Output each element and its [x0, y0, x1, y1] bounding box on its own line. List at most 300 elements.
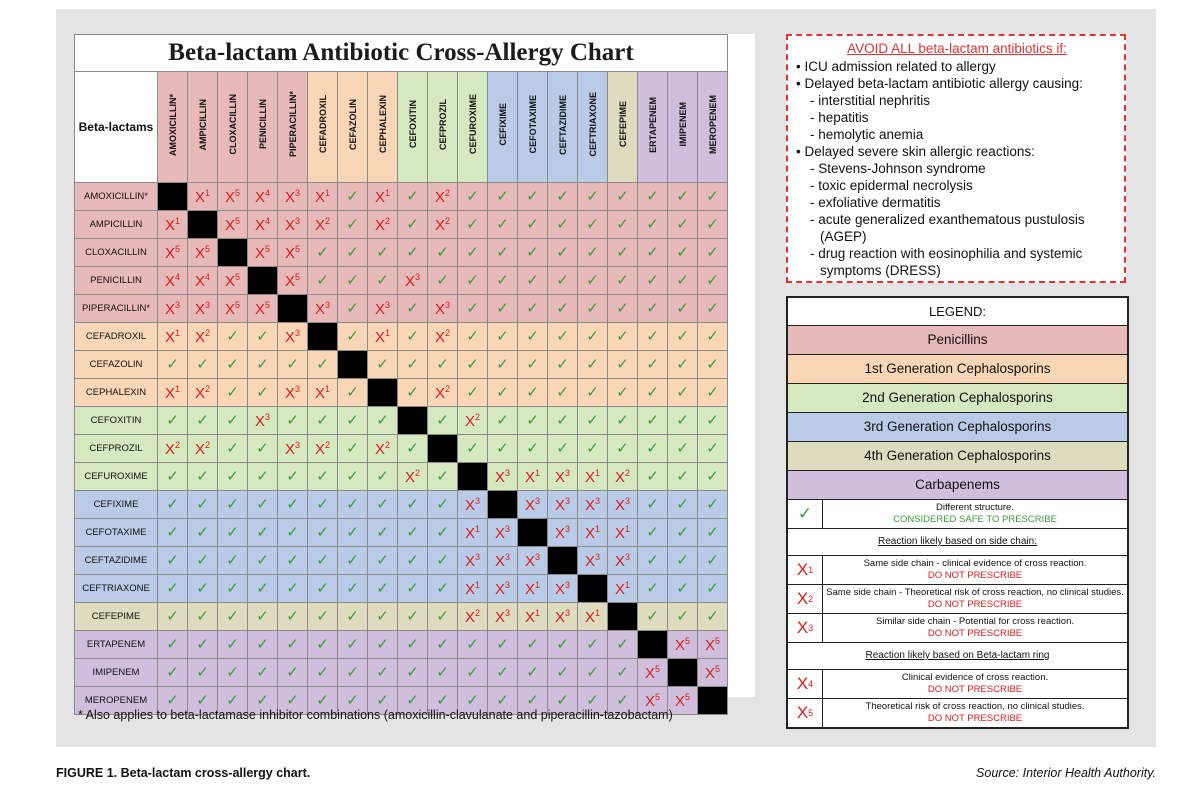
safe-check-cell: ✓: [158, 351, 188, 379]
legend-x3-desc: [823, 614, 1127, 642]
self-cell: [668, 659, 698, 687]
safe-check-cell: ✓: [338, 575, 368, 603]
safe-check-cell: ✓: [698, 575, 728, 603]
row-header: AMPICILLIN: [75, 211, 158, 239]
safe-check-cell: ✓: [488, 267, 518, 295]
safe-check-cell: ✓: [428, 575, 458, 603]
legend-x1-row: [788, 556, 1127, 585]
table-row: [75, 519, 728, 547]
safe-check-cell: ✓: [248, 687, 278, 715]
avoid-list-item: - toxic epidermal necrolysis: [810, 178, 973, 193]
x5-icon: X 5: [788, 699, 823, 727]
column-header-label: PIPERACILLIN*: [287, 91, 298, 158]
column-header-row: [75, 72, 728, 183]
column-header-label: CLOXACILLIN: [227, 94, 238, 155]
cross-reaction-cell: $X^3$: [608, 491, 638, 519]
column-header: [188, 72, 218, 183]
cross-reaction-cell: $X^5$: [698, 659, 728, 687]
safe-check-cell: ✓: [398, 547, 428, 575]
safe-check-cell: ✓: [158, 519, 188, 547]
cross-reaction-cell: $X^2$: [608, 463, 638, 491]
cross-reaction-cell: $X^1$: [608, 575, 638, 603]
safe-check-cell: ✓: [368, 239, 398, 267]
avoid-list-item: (AGEP): [820, 229, 867, 244]
cross-reaction-cell: $X^2$: [308, 435, 338, 463]
safe-check-cell: ✓: [548, 295, 578, 323]
cross-reaction-cell: $X^3$: [548, 575, 578, 603]
self-cell: [338, 351, 368, 379]
avoid-list-item: - hemolytic anemia: [810, 127, 924, 142]
safe-check-cell: ✓: [218, 575, 248, 603]
avoid-list-item: • ICU admission related to allergy: [796, 59, 996, 74]
safe-check-cell: ✓: [638, 407, 668, 435]
cross-reaction-cell: $X^3$: [578, 491, 608, 519]
safe-check-cell: ✓: [548, 183, 578, 211]
column-header-label: CEFADROXIL: [317, 95, 328, 154]
safe-check-cell: ✓: [638, 211, 668, 239]
safe-check-cell: ✓: [608, 295, 638, 323]
legend-check-row: [788, 500, 1127, 529]
safe-check-cell: ✓: [308, 659, 338, 687]
safe-check-cell: ✓: [608, 379, 638, 407]
safe-check-cell: ✓: [548, 631, 578, 659]
safe-check-cell: ✓: [518, 407, 548, 435]
cross-reaction-cell: $X^2$: [458, 407, 488, 435]
safe-check-cell: ✓: [308, 631, 338, 659]
self-cell: [398, 407, 428, 435]
safe-check-cell: ✓: [398, 183, 428, 211]
safe-check-cell: ✓: [608, 183, 638, 211]
safe-check-cell: ✓: [368, 267, 398, 295]
legend-x2-row: [788, 585, 1127, 614]
cross-reaction-cell: $X^3$: [518, 491, 548, 519]
safe-check-cell: ✓: [578, 323, 608, 351]
safe-check-cell: ✓: [398, 239, 428, 267]
safe-check-cell: ✓: [158, 463, 188, 491]
safe-check-cell: ✓: [518, 211, 548, 239]
safe-check-cell: ✓: [398, 603, 428, 631]
safe-check-cell: ✓: [368, 631, 398, 659]
cross-reaction-cell: $X^1$: [518, 463, 548, 491]
safe-check-cell: ✓: [458, 295, 488, 323]
cross-reaction-cell: $X^3$: [488, 463, 518, 491]
safe-check-cell: ✓: [428, 239, 458, 267]
legend-x4-desc: [823, 670, 1127, 698]
column-header-label: CEFOXITIN: [407, 100, 418, 149]
avoid-list-item: - Stevens-Johnson syndrome: [810, 161, 986, 176]
safe-check-cell: ✓: [248, 463, 278, 491]
row-header: CEFEPIME: [75, 603, 158, 631]
avoid-list-item: • Delayed beta-lactam antibiotic allergy causing:: [796, 76, 1083, 91]
cross-reaction-cell: $X^5$: [248, 295, 278, 323]
safe-check-cell: ✓: [668, 295, 698, 323]
safe-check-cell: ✓: [578, 631, 608, 659]
safe-check-cell: ✓: [248, 547, 278, 575]
cross-reaction-cell: $X^3$: [488, 547, 518, 575]
safe-check-cell: ✓: [698, 491, 728, 519]
cross-reaction-cell: $X^3$: [608, 547, 638, 575]
cross-reaction-cell: $X^2$: [428, 323, 458, 351]
safe-check-cell: ✓: [518, 659, 548, 687]
cross-reaction-cell: $X^3$: [188, 295, 218, 323]
row-header: CEFTAZIDIME: [75, 547, 158, 575]
cross-reaction-cell: $X^2$: [188, 435, 218, 463]
column-header-label: IMIPENEM: [677, 102, 688, 147]
legend-x5-line1: Theoretical risk of cross reaction, no clinical studies.: [865, 701, 1085, 712]
table-row: [75, 351, 728, 379]
row-header: CEFUROXIME: [75, 463, 158, 491]
self-cell: [578, 575, 608, 603]
cross-reaction-cell: $X^5$: [248, 239, 278, 267]
legend-ring-heading: Reaction likely based on Beta-lactam ring: [788, 643, 1127, 670]
cross-allergy-table: [74, 34, 728, 715]
safe-check-cell: ✓: [368, 463, 398, 491]
safe-check-cell: ✓: [428, 267, 458, 295]
column-header: [668, 72, 698, 183]
x2-icon: X 2: [788, 585, 823, 613]
self-cell: [188, 211, 218, 239]
cross-reaction-cell: $X^1$: [518, 603, 548, 631]
safe-check-cell: ✓: [638, 491, 668, 519]
safe-check-cell: ✓: [308, 407, 338, 435]
safe-check-cell: ✓: [278, 407, 308, 435]
safe-check-cell: ✓: [338, 239, 368, 267]
table-body: [75, 183, 728, 715]
table-row: [75, 211, 728, 239]
safe-check-cell: ✓: [158, 575, 188, 603]
safe-check-cell: ✓: [578, 239, 608, 267]
safe-check-cell: ✓: [518, 379, 548, 407]
safe-check-cell: ✓: [698, 183, 728, 211]
safe-check-cell: ✓: [668, 435, 698, 463]
safe-check-cell: ✓: [218, 379, 248, 407]
safe-check-cell: ✓: [578, 267, 608, 295]
column-header: [368, 72, 398, 183]
cross-reaction-cell: $X^3$: [548, 463, 578, 491]
legend-x3-line1: Similar side chain - Potential for cross reaction.: [876, 616, 1074, 627]
cross-reaction-cell: $X^4$: [188, 267, 218, 295]
cross-reaction-cell: $X^1$: [458, 575, 488, 603]
row-header: CLOXACILLIN: [75, 239, 158, 267]
cross-reaction-cell: $X^2$: [398, 463, 428, 491]
cross-reaction-cell: $X^5$: [218, 183, 248, 211]
safe-check-cell: ✓: [278, 547, 308, 575]
avoid-heading: AVOID ALL beta-lactam antibiotics if:: [847, 41, 1067, 56]
column-header: [428, 72, 458, 183]
cross-reaction-cell: $X^1$: [308, 183, 338, 211]
safe-check-cell: ✓: [248, 659, 278, 687]
safe-check-cell: ✓: [458, 267, 488, 295]
avoid-list-item: • Delayed severe skin allergic reactions:: [796, 144, 1035, 159]
cross-reaction-cell: $X^3$: [398, 267, 428, 295]
cross-reaction-cell: $X^1$: [578, 603, 608, 631]
safe-check-cell: ✓: [368, 603, 398, 631]
safe-check-cell: ✓: [278, 575, 308, 603]
cross-reaction-cell: $X^3$: [458, 547, 488, 575]
safe-check-cell: ✓: [458, 631, 488, 659]
safe-check-cell: ✓: [668, 211, 698, 239]
cross-reaction-cell: $X^2$: [188, 323, 218, 351]
safe-check-cell: ✓: [458, 323, 488, 351]
x4-icon: X 4: [788, 670, 823, 698]
safe-check-cell: ✓: [398, 659, 428, 687]
safe-check-cell: ✓: [218, 491, 248, 519]
avoid-list-item: - acute generalized exanthematous pustulosis: [810, 212, 1085, 227]
safe-check-cell: ✓: [458, 211, 488, 239]
safe-check-cell: ✓: [638, 183, 668, 211]
column-header: [638, 72, 668, 183]
safe-check-cell: ✓: [698, 379, 728, 407]
row-header: MEROPENEM: [75, 687, 158, 715]
legend-x2-line1: Same side chain - Theoretical risk of cross reaction, no clinical studies.: [826, 587, 1124, 598]
safe-check-cell: ✓: [338, 519, 368, 547]
cross-reaction-cell: $X^3$: [368, 295, 398, 323]
safe-check-cell: ✓: [488, 323, 518, 351]
legend-heading: LEGEND:: [788, 298, 1127, 326]
cross-reaction-cell: $X^5$: [218, 295, 248, 323]
safe-check-cell: ✓: [578, 351, 608, 379]
table-row: [75, 407, 728, 435]
column-header-label: CEFOTAXIME: [527, 95, 538, 154]
safe-check-cell: ✓: [488, 351, 518, 379]
safe-check-cell: ✓: [158, 631, 188, 659]
legend-x1-desc: [823, 556, 1127, 584]
safe-check-cell: ✓: [398, 575, 428, 603]
table-row: [75, 463, 728, 491]
safe-check-cell: ✓: [428, 659, 458, 687]
safe-check-cell: ✓: [548, 687, 578, 715]
legend-x1-line1: Same side chain - clinical evidence of cross reaction.: [863, 558, 1087, 569]
safe-check-cell: ✓: [578, 407, 608, 435]
self-cell: [638, 631, 668, 659]
safe-check-cell: ✓: [668, 351, 698, 379]
safe-check-cell: ✓: [398, 295, 428, 323]
safe-check-cell: ✓: [398, 435, 428, 463]
safe-check-cell: ✓: [578, 379, 608, 407]
safe-check-cell: ✓: [278, 491, 308, 519]
legend-x4-line2: DO NOT PRESCRIBE: [927, 684, 1023, 695]
safe-check-cell: ✓: [428, 603, 458, 631]
safe-check-cell: ✓: [548, 407, 578, 435]
cross-reaction-cell: $X^5$: [668, 631, 698, 659]
safe-check-cell: ✓: [188, 547, 218, 575]
safe-check-cell: ✓: [218, 435, 248, 463]
safe-check-cell: ✓: [668, 239, 698, 267]
cross-reaction-cell: $X^5$: [668, 687, 698, 715]
column-header: [458, 72, 488, 183]
table-row: [75, 379, 728, 407]
column-header: [518, 72, 548, 183]
column-header-label: CEFEPIME: [617, 101, 628, 148]
legend-side-chain-heading: Reaction likely based on side chain:: [788, 529, 1127, 556]
safe-check-cell: ✓: [428, 631, 458, 659]
safe-check-cell: ✓: [308, 491, 338, 519]
safe-check-cell: ✓: [398, 519, 428, 547]
safe-check-cell: ✓: [278, 687, 308, 715]
column-header: [488, 72, 518, 183]
safe-check-cell: ✓: [488, 211, 518, 239]
table-row: [75, 323, 728, 351]
cross-reaction-cell: $X^3$: [278, 323, 308, 351]
self-cell: [488, 491, 518, 519]
safe-check-cell: ✓: [218, 407, 248, 435]
safe-check-cell: ✓: [458, 379, 488, 407]
safe-check-cell: ✓: [428, 547, 458, 575]
cross-reaction-cell: $X^1$: [188, 183, 218, 211]
safe-check-cell: ✓: [578, 183, 608, 211]
safe-check-cell: ✓: [188, 407, 218, 435]
safe-check-cell: ✓: [188, 519, 218, 547]
safe-check-cell: ✓: [488, 435, 518, 463]
safe-check-cell: ✓: [188, 631, 218, 659]
safe-check-cell: ✓: [638, 323, 668, 351]
safe-check-cell: ✓: [278, 519, 308, 547]
legend-x3-line2: DO NOT PRESCRIBE: [927, 628, 1023, 639]
safe-check-cell: ✓: [608, 211, 638, 239]
table-row: [75, 183, 728, 211]
safe-check-cell: ✓: [488, 659, 518, 687]
safe-check-cell: ✓: [698, 295, 728, 323]
safe-check-cell: ✓: [338, 659, 368, 687]
safe-check-cell: ✓: [668, 183, 698, 211]
safe-check-cell: ✓: [218, 463, 248, 491]
safe-check-cell: ✓: [188, 687, 218, 715]
table-row: [75, 295, 728, 323]
cross-reaction-cell: $X^2$: [428, 183, 458, 211]
table-row: [75, 631, 728, 659]
safe-check-cell: ✓: [698, 519, 728, 547]
table-row: [75, 239, 728, 267]
safe-check-cell: ✓: [218, 351, 248, 379]
legend-category: 4th Generation Cephalosporins: [788, 442, 1127, 471]
cross-reaction-cell: $X^1$: [458, 519, 488, 547]
column-header-label: CEFUROXIME: [467, 94, 478, 155]
safe-check-cell: ✓: [398, 351, 428, 379]
safe-check-cell: ✓: [458, 659, 488, 687]
row-header: AMOXICILLIN*: [75, 183, 158, 211]
safe-check-cell: ✓: [608, 267, 638, 295]
column-header: [578, 72, 608, 183]
safe-check-cell: ✓: [368, 407, 398, 435]
safe-check-cell: ✓: [428, 491, 458, 519]
x1-icon: X 1: [788, 556, 823, 584]
cross-reaction-cell: $X^4$: [248, 211, 278, 239]
safe-check-cell: ✓: [338, 603, 368, 631]
column-header-label: CEPHALEXIN: [377, 95, 388, 154]
safe-check-cell: ✓: [428, 687, 458, 715]
safe-check-cell: ✓: [578, 211, 608, 239]
safe-check-cell: ✓: [638, 239, 668, 267]
row-header: CEFPROZIL: [75, 435, 158, 463]
cross-reaction-cell: $X^3$: [488, 603, 518, 631]
safe-check-cell: ✓: [308, 463, 338, 491]
safe-check-cell: ✓: [608, 435, 638, 463]
self-cell: [278, 295, 308, 323]
safe-check-cell: ✓: [428, 463, 458, 491]
self-cell: [518, 519, 548, 547]
safe-check-cell: ✓: [518, 295, 548, 323]
safe-check-cell: ✓: [308, 239, 338, 267]
cross-reaction-cell: $X^5$: [218, 211, 248, 239]
safe-check-cell: ✓: [608, 687, 638, 715]
safe-check-cell: ✓: [518, 351, 548, 379]
cross-reaction-cell: $X^3$: [578, 547, 608, 575]
cross-reaction-cell: $X^2$: [188, 379, 218, 407]
safe-check-cell: ✓: [578, 687, 608, 715]
column-header-label: CEFTRIAXONE: [587, 92, 598, 157]
cross-reaction-cell: $X^3$: [548, 603, 578, 631]
safe-check-cell: ✓: [338, 211, 368, 239]
column-header-label: CEFTAZIDIME: [557, 94, 568, 155]
safe-check-cell: ✓: [338, 547, 368, 575]
column-header-label: ERTAPENEM: [647, 96, 658, 153]
cross-reaction-cell: $X^1$: [518, 575, 548, 603]
column-header: [698, 72, 728, 183]
cross-reaction-cell: $X^3$: [458, 491, 488, 519]
row-header: CEFAZOLIN: [75, 351, 158, 379]
safe-check-cell: ✓: [188, 463, 218, 491]
safe-check-cell: ✓: [368, 687, 398, 715]
cross-reaction-cell: $X^1$: [578, 463, 608, 491]
safe-check-cell: ✓: [248, 323, 278, 351]
figure-caption: FIGURE 1. Beta-lactam cross-allergy chart.: [56, 766, 311, 780]
safe-check-cell: ✓: [308, 547, 338, 575]
safe-check-cell: ✓: [638, 463, 668, 491]
safe-check-cell: ✓: [638, 603, 668, 631]
table-row: [75, 547, 728, 575]
safe-check-cell: ✓: [668, 491, 698, 519]
column-header-label: MEROPENEM: [707, 94, 718, 154]
safe-check-cell: ✓: [398, 211, 428, 239]
table-row: [75, 575, 728, 603]
safe-check-cell: ✓: [368, 547, 398, 575]
safe-check-cell: ✓: [458, 351, 488, 379]
safe-check-cell: ✓: [278, 351, 308, 379]
safe-check-cell: ✓: [398, 379, 428, 407]
cross-reaction-cell: $X^2$: [428, 211, 458, 239]
safe-check-cell: ✓: [158, 659, 188, 687]
safe-check-cell: ✓: [338, 183, 368, 211]
row-header: PENICILLIN: [75, 267, 158, 295]
figure-source: Source: Interior Health Authority.: [976, 766, 1156, 780]
legend-x4-row: [788, 670, 1127, 699]
safe-check-cell: ✓: [248, 631, 278, 659]
safe-check-cell: ✓: [578, 295, 608, 323]
safe-check-cell: ✓: [608, 407, 638, 435]
safe-check-cell: ✓: [248, 491, 278, 519]
safe-check-cell: ✓: [698, 463, 728, 491]
cross-reaction-cell: $X^3$: [158, 295, 188, 323]
row-header: CEPHALEXIN: [75, 379, 158, 407]
row-header: CEFOXITIN: [75, 407, 158, 435]
column-header: [398, 72, 428, 183]
safe-check-cell: ✓: [638, 547, 668, 575]
self-cell: [218, 239, 248, 267]
safe-check-cell: ✓: [608, 351, 638, 379]
cross-reaction-cell: $X^5$: [638, 687, 668, 715]
safe-check-cell: ✓: [488, 295, 518, 323]
avoid-list-item: - drug reaction with eosinophilia and systemic: [810, 246, 1083, 261]
safe-check-cell: ✓: [218, 659, 248, 687]
avoid-warning-box: [786, 34, 1126, 283]
check-icon: ✓: [788, 500, 823, 528]
cross-reaction-cell: $X^3$: [278, 435, 308, 463]
cross-reaction-cell: $X^3$: [488, 575, 518, 603]
self-cell: [158, 183, 188, 211]
column-header: [338, 72, 368, 183]
avoid-list-item: - hepatitis: [810, 110, 869, 125]
self-cell: [608, 603, 638, 631]
